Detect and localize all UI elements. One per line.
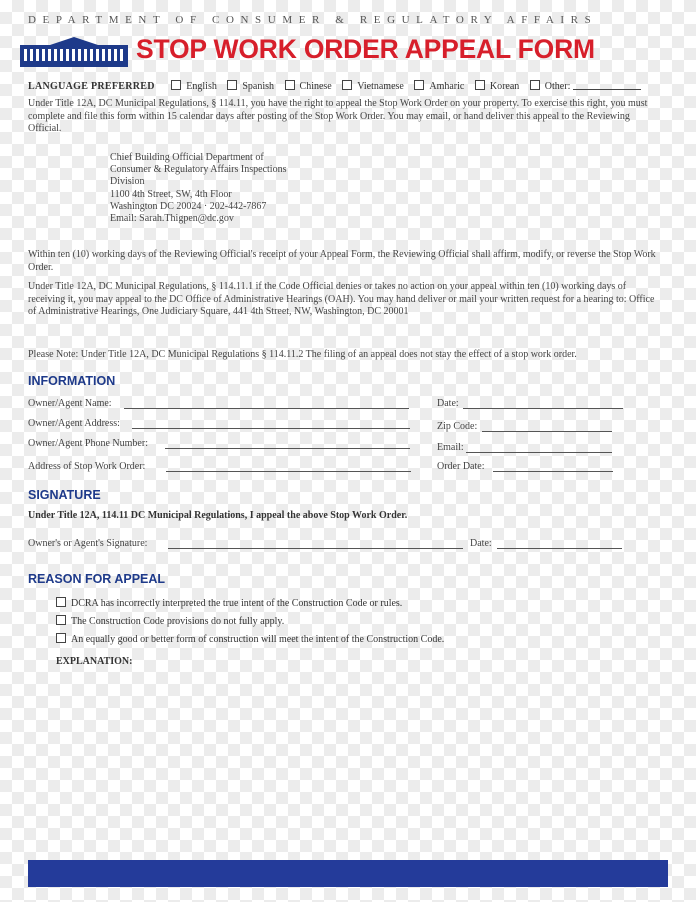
- signature-label: Owner's or Agent's Signature:: [28, 538, 148, 549]
- language-option-vietnamese[interactable]: Vietnamese: [342, 81, 404, 92]
- checkbox[interactable]: [56, 597, 66, 607]
- signature-date-label: Date:: [470, 538, 492, 549]
- owner-phone-input[interactable]: [165, 448, 410, 449]
- language-option-amharic[interactable]: Amharic: [414, 81, 464, 92]
- language-preferred-row: [28, 80, 649, 92]
- intro-paragraph: Under Title 12A, DC Municipal Regulations, § 114.11, you have the right to appeal the Stop Work Order on your property. To exercise this right, you must complete and file this form within 15 calendar days after posting of the Stop Work Order. You may email, or hand deliver this appeal to the Reviewing Official.: [28, 98, 648, 134]
- checkbox[interactable]: [227, 80, 237, 90]
- department-name: DEPARTMENT OF CONSUMER & REGULATORY AFFAIRS: [28, 14, 598, 26]
- reason-heading: REASON FOR APPEAL: [28, 572, 166, 586]
- language-label: LANGUAGE PREFERRED: [28, 81, 155, 92]
- explanation-label: EXPLANATION:: [56, 656, 133, 667]
- owner-address-input[interactable]: [132, 428, 410, 429]
- zip-code-label: Zip Code:: [437, 421, 478, 432]
- oah-paragraph: Under Title 12A, DC Municipal Regulations, § 114.11.1 if the Code Official denies or takes no action on your appeal within ten (10) working days of receiving it, you may appeal to the DC Office of Administrative Hearings (OAH). You may hand deliver or mail your written request for a hearing to: Office of Administrative Hearings, One Judiciary Square, 441 4th Street, NW, Washington, DC 20001: [28, 281, 655, 317]
- reviewing-official-address: [110, 152, 330, 225]
- language-option-spanish[interactable]: Spanish: [227, 81, 274, 92]
- signature-date-input[interactable]: [497, 548, 622, 549]
- order-date-input[interactable]: [493, 471, 613, 472]
- checkbox[interactable]: [414, 80, 424, 90]
- language-option-chinese[interactable]: Chinese: [285, 81, 332, 92]
- address-line: Washington DC 20024 · 202-442-7867: [110, 200, 267, 212]
- signature-heading: SIGNATURE: [28, 488, 101, 502]
- review-paragraph: Within ten (10) working days of the Reviewing Official's receipt of your Appeal Form, the Reviewing Official shall affirm, modify, or reverse the Stop Work Order.: [28, 249, 656, 273]
- owner-name-label: Owner/Agent Name:: [28, 398, 112, 409]
- form-title: STOP WORK ORDER APPEAL FORM: [136, 34, 595, 64]
- address-email[interactable]: Email: Sarah.Thigpen@dc.gov: [110, 213, 234, 225]
- owner-address-label: Owner/Agent Address:: [28, 418, 120, 429]
- note-paragraph: Please Note: Under Title 12A, DC Municipal Regulations § 114.11.2 The filing of an appeal does not stay the effect of a stop work order.: [28, 349, 577, 360]
- reason-option-not-apply[interactable]: The Construction Code provisions do not fully apply.: [56, 615, 284, 627]
- email-label: Email:: [437, 442, 464, 453]
- address-line: Division: [110, 176, 145, 188]
- address-line: 1100 4th Street, SW, 4th Floor: [110, 188, 232, 200]
- checkbox[interactable]: [171, 80, 181, 90]
- swo-address-label: Address of Stop Work Order:: [28, 461, 146, 472]
- address-line: Chief Building Official Department of: [110, 152, 264, 163]
- other-language-input[interactable]: [573, 80, 641, 90]
- language-option-english[interactable]: English: [171, 81, 217, 92]
- checkbox[interactable]: [56, 615, 66, 625]
- language-option-other[interactable]: Other:: [530, 81, 641, 92]
- language-option-korean[interactable]: Korean: [475, 81, 519, 92]
- owner-name-input[interactable]: [124, 408, 409, 409]
- checkbox[interactable]: [285, 80, 295, 90]
- date-label: Date:: [437, 398, 459, 409]
- zip-code-input[interactable]: [482, 431, 612, 432]
- reason-option-equally-good[interactable]: An equally good or better form of construction will meet the intent of the Construction Code.: [56, 633, 444, 645]
- reason-option-misinterpreted[interactable]: DCRA has incorrectly interpreted the true intent of the Construction Code or rules.: [56, 597, 402, 609]
- swo-address-input[interactable]: [166, 471, 411, 472]
- date-input[interactable]: [463, 408, 623, 409]
- address-line: Consumer & Regulatory Affairs Inspections: [110, 164, 287, 176]
- footer-bar: [28, 860, 668, 887]
- email-input[interactable]: [466, 452, 612, 453]
- checkbox[interactable]: [56, 633, 66, 643]
- owner-phone-label: Owner/Agent Phone Number:: [28, 438, 148, 449]
- order-date-label: Order Date:: [437, 461, 485, 472]
- information-heading: INFORMATION: [28, 374, 116, 388]
- checkbox[interactable]: [475, 80, 485, 90]
- signature-input[interactable]: [168, 548, 463, 549]
- checkbox[interactable]: [342, 80, 352, 90]
- signature-statement: Under Title 12A, 114.11 DC Municipal Regulations, I appeal the above Stop Work Order.: [28, 510, 408, 521]
- checkbox[interactable]: [530, 80, 540, 90]
- dcra-logo-icon: [20, 37, 128, 69]
